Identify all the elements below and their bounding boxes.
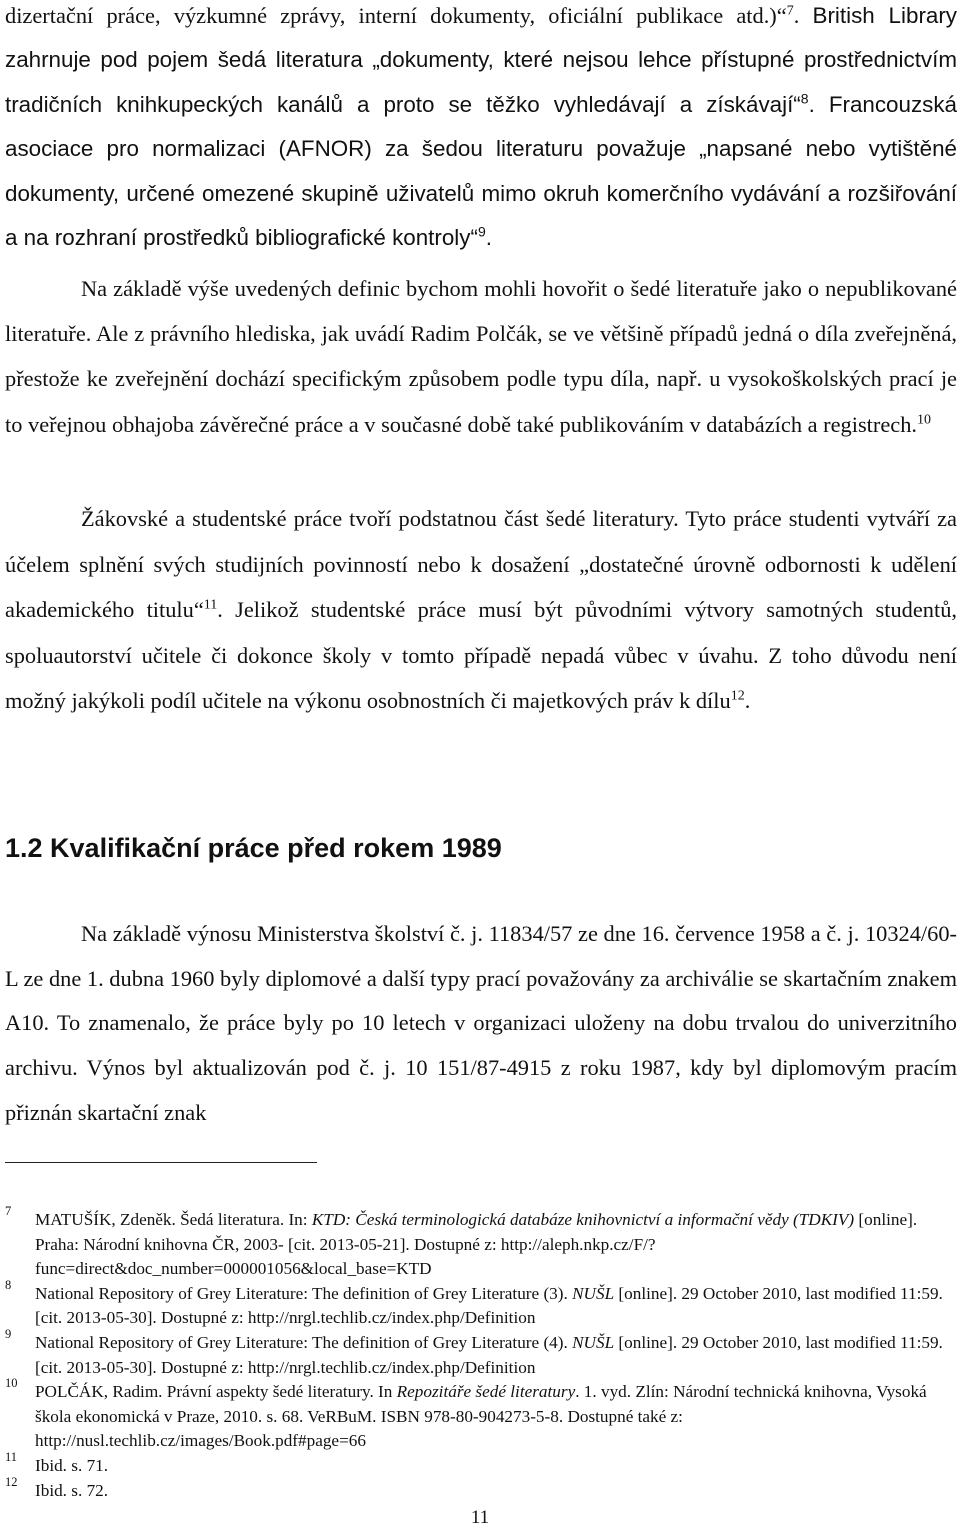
footnote-number: 7 — [5, 1204, 12, 1218]
paragraph-text: Na základě výše uvedených definic bychom mohli hovořit o šedé literatuře jako o nepublikované literatuře. Ale z právního hlediska, jak uvádí Radim Polčák, se ve většině případů jedná o díla zveřejněná, přestože ke zveřejnění dochází specifickým způsobem podle typu díla, např. u vysokoškolských prací je to veřejnou obhajoba závěrečné práce a v současné době také publikováním v databázích a registrech. — [5, 276, 957, 437]
footnote-11 — [5, 1449, 955, 1479]
footnote-text: [online]. Praha: Národní knihovna ČR, 2003- [cit. 2013-05-21]. Dostupné z: http://aleph.nkp.cz/F/?func=direct&doc_number=000001056&local_base=KTD — [35, 1210, 918, 1279]
footnote-9 — [5, 1326, 955, 1380]
paragraph-grey-literature-definitions — [5, 0, 957, 260]
paragraph-legal-perspective — [5, 266, 957, 447]
footnote-ref-9[interactable]: 9 — [477, 223, 486, 240]
footnote-number: 10 — [5, 1376, 18, 1391]
footnote-title: Repozitáře šedé literatury — [396, 1382, 576, 1402]
footnote-8 — [5, 1277, 955, 1331]
paragraph-text: . — [485, 225, 492, 251]
paragraph-text: . — [744, 688, 751, 714]
footnote-separator — [5, 1162, 317, 1163]
footnote-10 — [5, 1376, 955, 1454]
paragraph-before-1989 — [5, 912, 957, 1136]
paragraph-text: . — [793, 3, 813, 28]
footnote-text: Ibid. s. 72. — [35, 1480, 109, 1500]
footnote-ref-10[interactable]: 10 — [917, 412, 932, 428]
footnote-number: 9 — [5, 1326, 12, 1341]
footnote-number: 8 — [5, 1277, 12, 1292]
footnote-text: POLČÁK, Radim. Právní aspekty šedé literatury. In — [35, 1382, 397, 1402]
footnote-text: National Repository of Grey Literature: The definition of Grey Literature (3). — [35, 1283, 573, 1303]
footnote-text: [online]. 29 October 2010, last modified 11:59. [cit. 2013-05-30]. Dostupné z: http://nrgl.techlib.cz/index.php/Definition — [35, 1332, 943, 1377]
footnote-ref-12[interactable]: 12 — [730, 688, 745, 704]
footnote-text: . 1. vyd. Zlín: Národní technická knihovna, Vysoká škola ekonomická v Praze, 2010. s. 68. VeRBuM. ISBN 978-80-904273-5-8. Dostupné také z: http://nusl.techlib.cz/images/Book.pdf#page=66 — [35, 1382, 927, 1451]
footnotes — [5, 1204, 955, 1503]
footnote-12 — [5, 1474, 955, 1504]
footnote-text: [online]. 29 October 2010, last modified 11:59. [cit. 2013-05-30]. Dostupné z: http://nrgl.techlib.cz/index.php/Definition — [35, 1283, 943, 1328]
paragraph-text: Žákovské a studentské práce tvoří podstatnou část šedé literatury. Tyto práce studenti vytváří za účelem splnění svých studijních povinností nebo k dosažení „dostatečné úrovně odbornosti k udělení akademického titulu“ — [5, 506, 957, 623]
paragraph-text: . Jelikož studentské práce musí být původními výtvory samotných studentů, spoluautorství učitele či dokonce školy v tomto případě nepadá vůbec v úvahu. Z toho důvodu není možný jakýkoli podíl učitele na výkonu osobnostních či majetkových práv k dílu — [5, 597, 957, 714]
paragraph-text: dizertační práce, výzkumné zprávy, interní dokumenty, oficiální publikace atd.)“ — [5, 3, 787, 28]
footnote-text: Ibid. s. 71. — [35, 1455, 109, 1475]
footnote-title: NUŠL — [572, 1332, 615, 1352]
paragraph-text: . — [808, 91, 829, 117]
section-heading: 1.2 Kvalifikační práce před rokem 1989 — [5, 833, 502, 863]
page-number: 11 — [470, 1507, 490, 1528]
footnote-7 — [5, 1204, 955, 1282]
paragraph-text: Na základě výnosu Ministerstva školství č. j. 11834/57 ze dne 16. července 1958 a č. j. 10324/60-L ze dne 1. dubna 1960 byly diplomové a další typy prací považovány za archiválie se skartačním znakem A10. To znamenalo, že práce byly po 10 letech v organizaci uloženy na dobu trvalou do univerzitního archivu. Výnos byl aktualizován pod č. j. 10 151/87-4915 z roku 1987, kdy byl diplomovým pracím přiznán skartační znak — [5, 921, 957, 1125]
footnote-text: National Repository of Grey Literature: The definition of Grey Literature (4). — [35, 1332, 573, 1352]
footnote-ref-11[interactable]: 11 — [203, 597, 218, 613]
footnote-title: KTD: Česká terminologická databáze knihovnictví a informační vědy (TDKIV) — [311, 1210, 855, 1229]
footnote-ref-8[interactable]: 8 — [800, 90, 809, 107]
footnote-number: 12 — [5, 1474, 18, 1489]
paragraph-student-works — [5, 496, 957, 724]
paragraph-text: Francouzská asociace pro normalizaci (AFNOR) za šedou literaturu považuje „napsané nebo vytištěné dokumenty, určené omezené skupině uživatelů mimo okruh komerčního vydávání a rozšiřování a na rozhraní prostředků bibliografické kontroly“ — [5, 91, 957, 251]
footnote-text: MATUŠÍK, Zdeněk. Šedá literatura. In: — [35, 1210, 312, 1229]
footnote-title: NUŠL — [572, 1283, 615, 1303]
paragraph-text: British Library zahrnuje pod pojem šedá literatura „dokumenty, které nejsou lehce přístupné prostřednictvím tradičních knihkupeckých kanálů a proto se těžko vyhledávají a získávají“ — [5, 3, 958, 117]
footnote-number: 11 — [5, 1449, 18, 1464]
footnote-ref-7[interactable]: 7 — [786, 3, 794, 19]
